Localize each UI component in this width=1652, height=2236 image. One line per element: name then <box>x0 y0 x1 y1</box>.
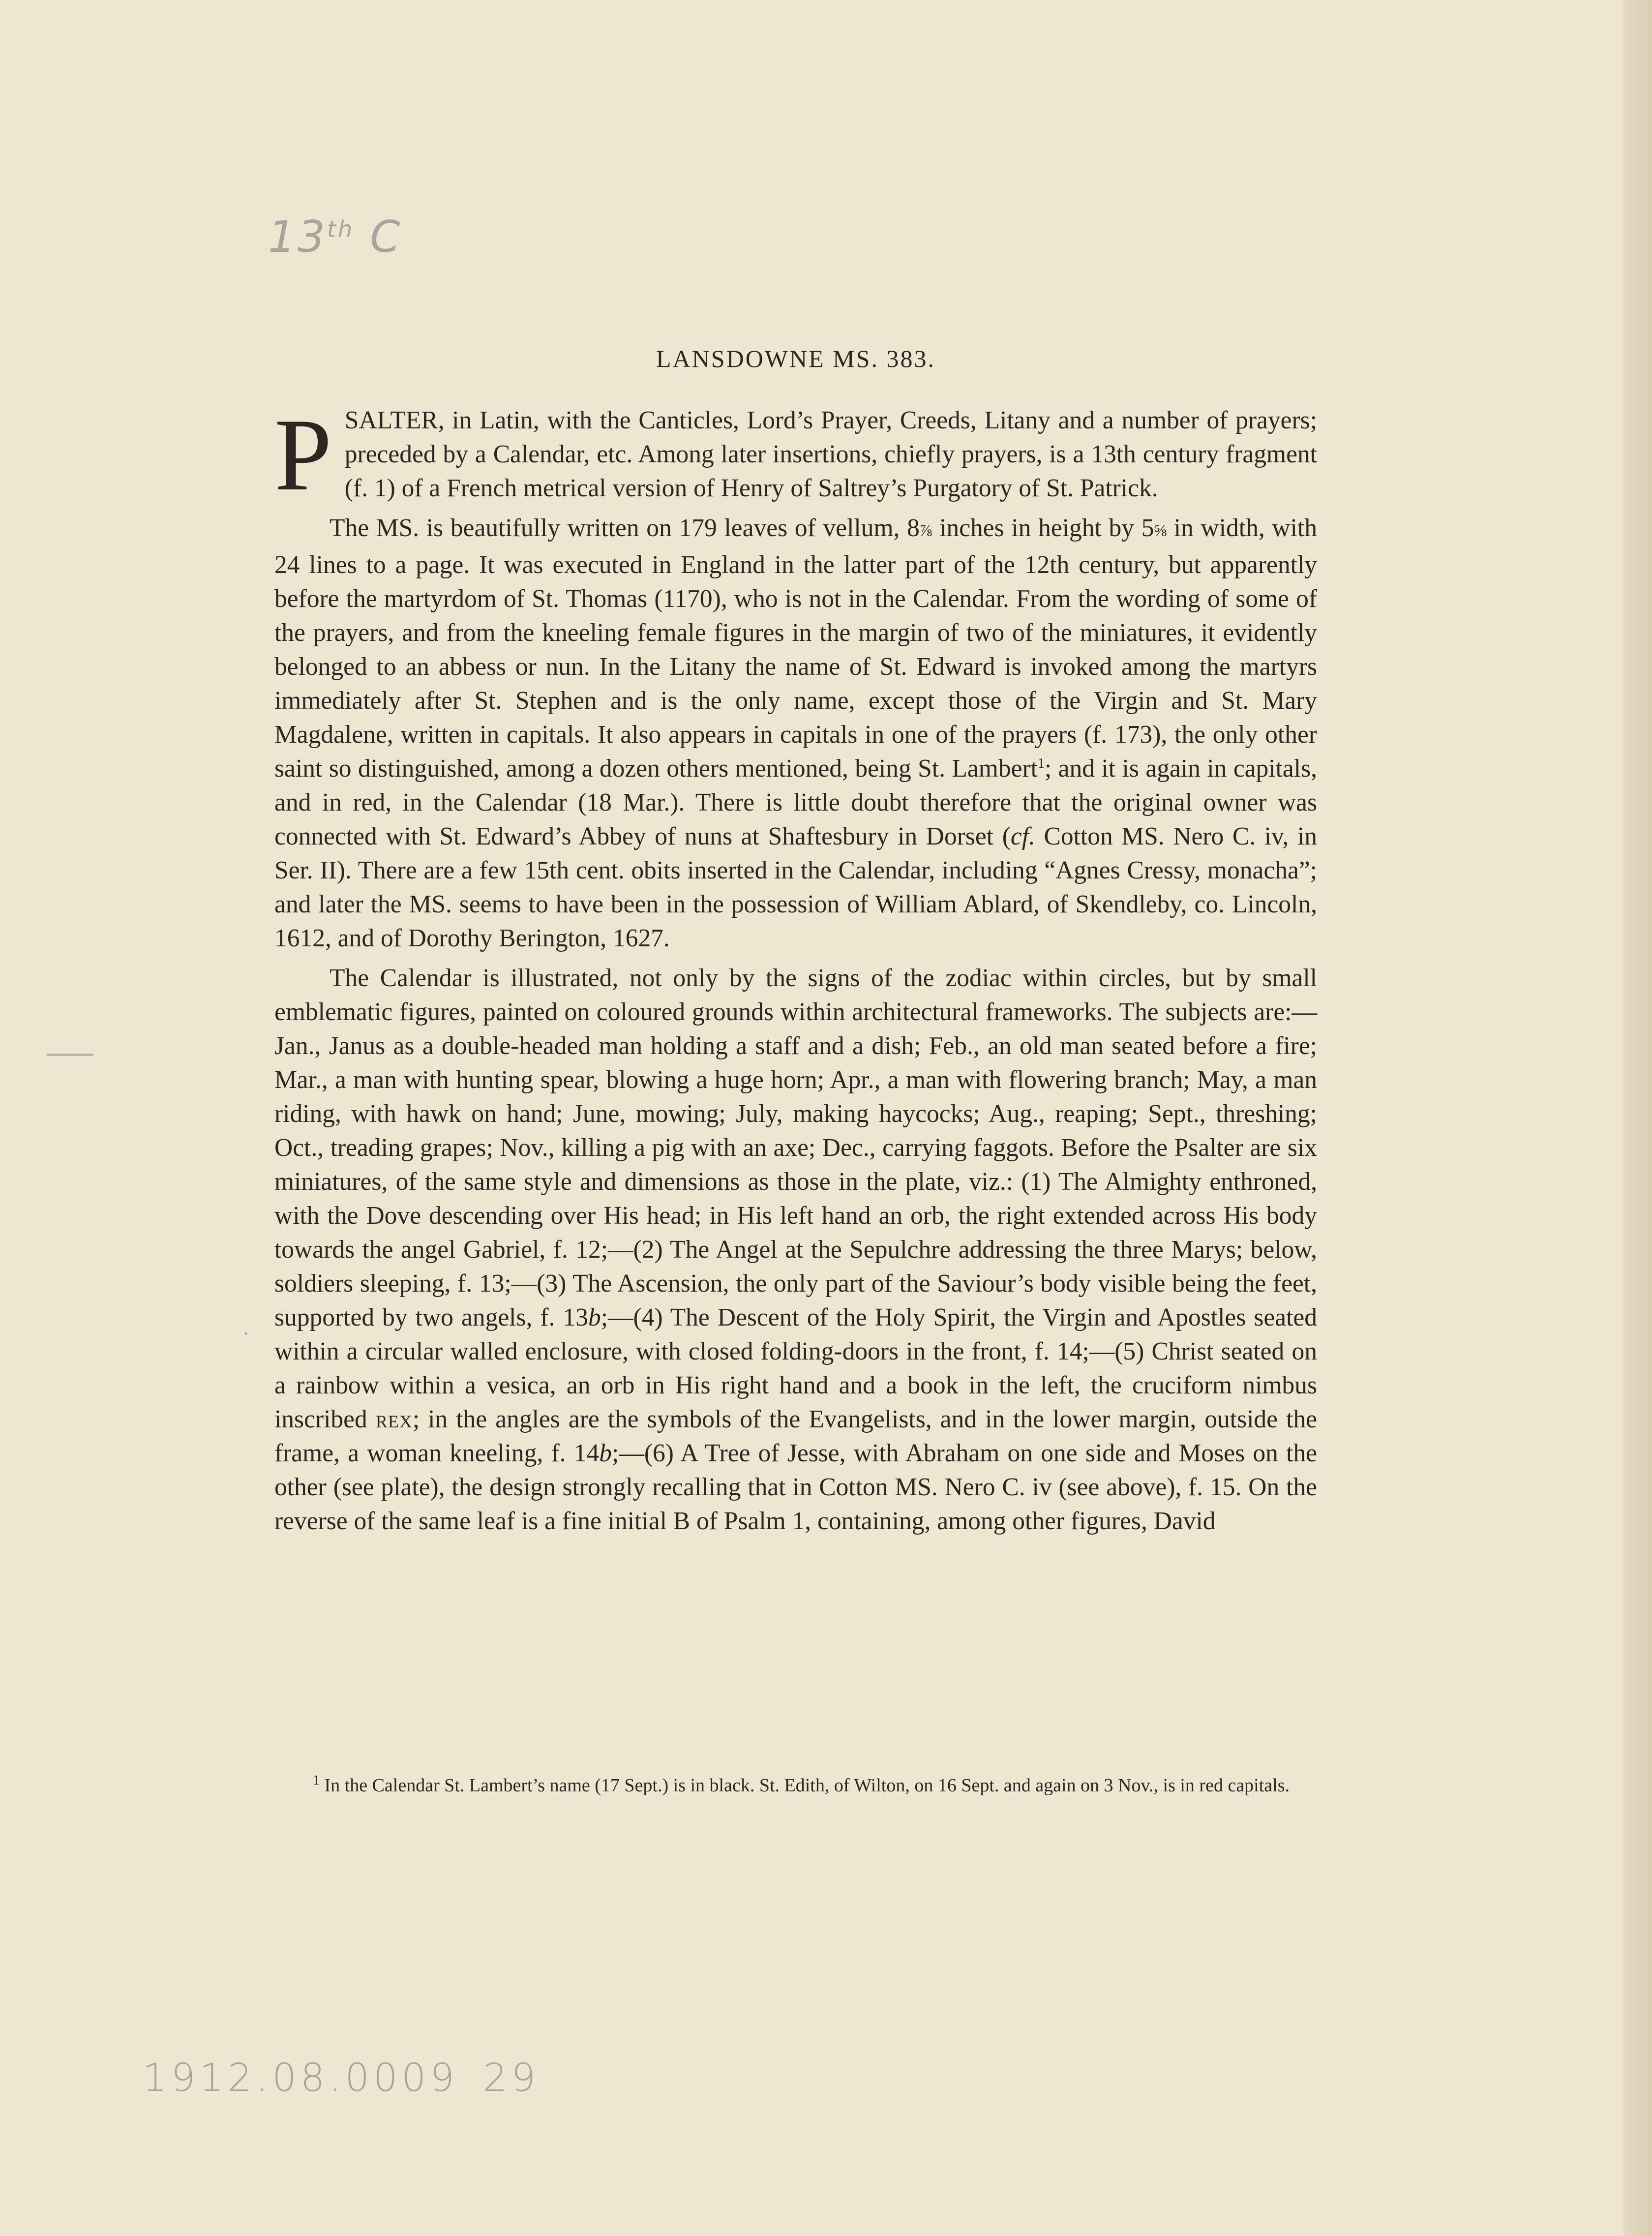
handwritten-page-number: 29 <box>482 2056 540 2100</box>
handwritten-century-note: 13th C <box>268 212 402 262</box>
drop-cap: P <box>274 398 332 512</box>
paragraph-3: The Calendar is illustrated, not only by the signs of the zodiac within circles, but by small emblematic figures, painted on coloured grounds within architectural frameworks. The subjects are:—Jan., Janus as a double-headed man holding a staff and a dish; Feb., an old man seated before a fire; Mar., a man with hunting spear, blowing a huge horn; Apr., a man with flowering branch; May, a man riding, with hawk on hand; June, mowing; July, making haycocks; Aug., reaping; Sept., threshing; Oct., treading grapes; Nov., killing a pig with an axe; Dec., carrying faggots. Before the Psalter are six miniatures, of the same style and dimensions as those in the plate, viz.: (1) The Almighty enthroned, with the Dove descending over His head; in His left hand an orb, the right extended across His body towards the angel Gabriel, f. 12;—(2) The Angel at the Sepulchre addressing the three Marys; below, soldiers sleeping, f. 13;—(3) The Ascension, the only part of the Saviour’s body visible being the feet, supported by two angels, f. 13b;—(4) The Descent of the Holy Spirit, the Virgin and Apostles seated within a circular walled enclosure, with closed folding-doors in the front, f. 14;—(5) Christ seated on a rainbow within a vesica, an orb in His right hand and a book in the left, the cruciform nimbus inscribed rex; in the angles are the symbols of the Evangelists, and in the lower margin, outside the frame, a woman kneeling, f. 14b;—(6) A Tree of Jesse, with Abraham on one side and Moses on the other (see plate), the design strongly recalling that in Cotton MS. Nero C. iv (see above), f. 15. On the reverse of the same leaf is a fine initial B of Psalm 1, containing, among other figures, David <box>274 964 1317 1535</box>
handwritten-accession-number: 1912.08.0009 29 <box>143 2056 540 2100</box>
footnote-ref: 1 <box>1037 755 1045 771</box>
margin-dot-mark <box>244 1332 247 1335</box>
document-body <box>274 398 1317 1544</box>
paragraph-1: PSALTER, in Latin, with the Canticles, Lord’s Prayer, Creeds, Litany and a number of prayers; preceded by a Calendar, etc. Among later insertions, chiefly prayers, is a 13th century fragment (f. 1) of a French metrical version of Henry of Saltrey’s Purgatory of St. Patrick. <box>274 398 1317 512</box>
page-edge-shadow <box>1623 0 1652 2236</box>
footnote: $^1$ In the Calendar St. Lambert’s name (17 Sept.) is in black. St. Edith, of Wilton, on 16 Sept. and again on 3 Nov., is in red capitals. <box>313 1773 1290 1796</box>
document-title: LANSDOWNE MS. 383. <box>656 345 935 372</box>
paragraph-2: The MS. is beautifully written on 179 leaves of vellum, 8⅞ inches in height by 5⅝ in width, with 24 lines to a page. It was executed in England in the latter part of the 12th century, but apparently before the martyrdom of St. Thomas (1170), who is not in the Calendar. From the wording of some of the prayers, and from the kneeling female figures in the margin of two of the miniatures, it evidently belonged to an abbess or nun. In the Litany the name of St. Edward is invoked among the martyrs immediately after St. Stephen and is the only name, except those of the Virgin and St. Mary Magdalene, written in capitals. It also appears in capitals in one of the prayers (f. 173), the only other saint so distinguished, among a dozen others mentioned, being St. Lambert$^1$; and it is again in capitals, and in red, in the Calendar (18 Mar.). There is little doubt therefore that the original owner was connected with St. Edward’s Abbey of nuns at Shaftesbury in Dorset (cf. Cotton MS. Nero C. iv, in Ser. II). There are a few 15th cent. obits inserted in the Calendar, including “Agnes Cressy, monacha”; and later the MS. seems to have been in the possession of William Ablard, of Skendleby, co. Lincoln, 1612, and of Dorothy Berington, 1627. <box>274 514 1317 952</box>
margin-pencil-mark <box>47 1054 93 1056</box>
